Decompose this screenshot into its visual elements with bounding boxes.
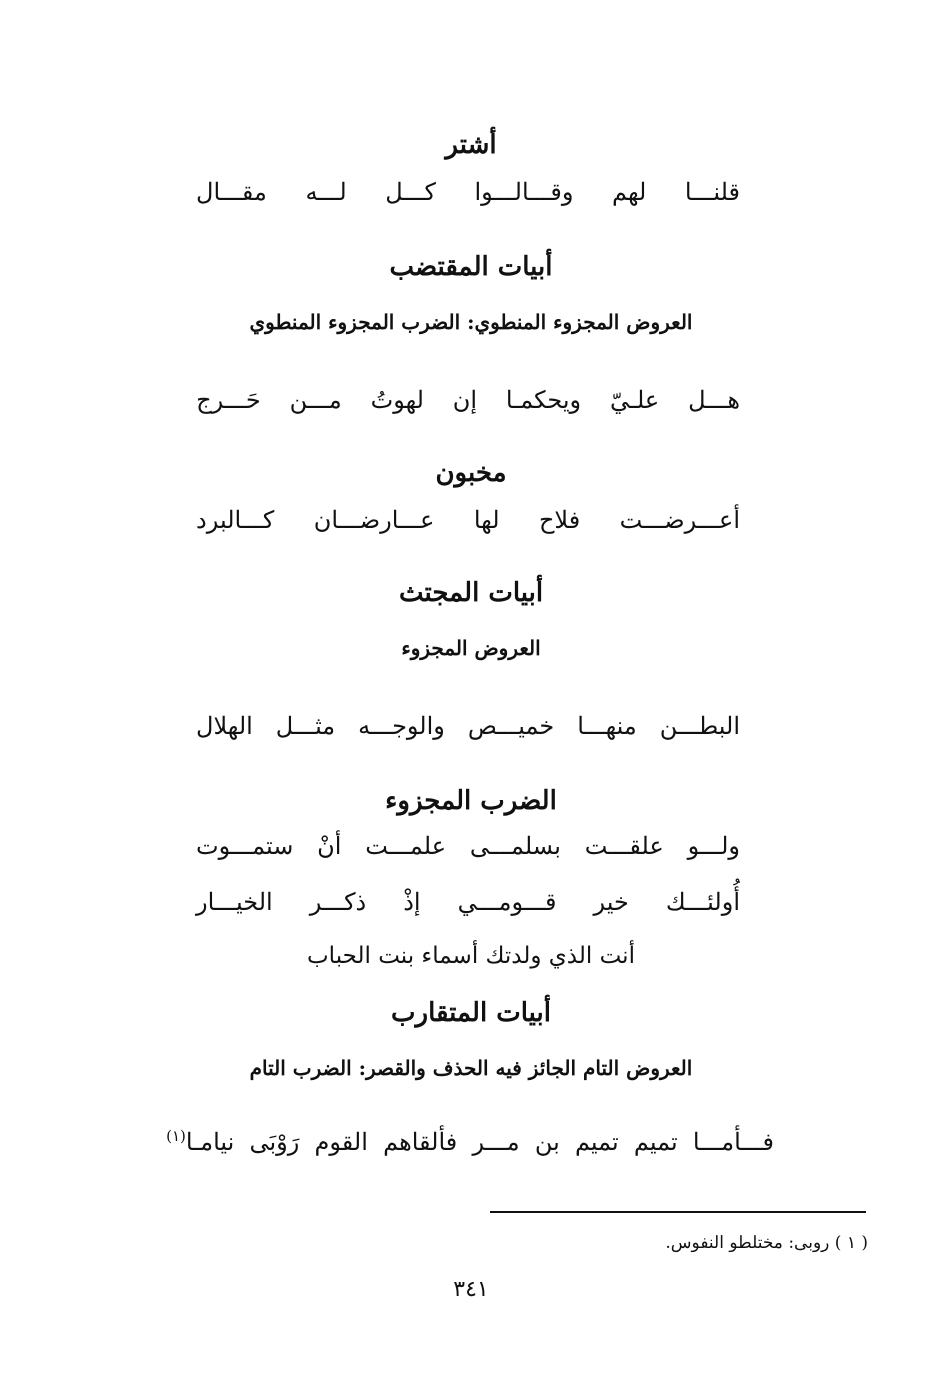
verse-word: أعـــرضـــت	[619, 506, 740, 534]
footnote-text: ( ١ ) روبى: مختلطو النفوس.	[665, 1233, 868, 1253]
section-heading-makhboun: مخبون	[435, 458, 507, 488]
darb-heading-mujtath: الضرب المجزوء	[385, 786, 557, 816]
verse-word: إذْ	[403, 888, 421, 916]
verse-line-muqtadab	[196, 380, 740, 420]
page-number: ٣٤١	[453, 1277, 489, 1302]
verse-word: والوجـــه	[358, 712, 445, 740]
verse-word: تميم	[574, 1128, 619, 1156]
verse-line-ashtar	[196, 172, 740, 212]
verse-word: هـــل	[688, 386, 740, 414]
verse-line-mujtath-2	[196, 826, 740, 866]
section-heading-muqtadab: أبيات المقتضب	[389, 252, 553, 282]
verse-word: ويحكمـا	[505, 386, 582, 414]
verse-word: عـــارضـــان	[313, 506, 435, 534]
verse-line-mujtath-1	[196, 706, 740, 746]
verse-word: كـــل	[385, 178, 436, 206]
verse-word: لهم	[612, 178, 647, 206]
verse-line-mutaqarib	[166, 1122, 774, 1162]
verse-line-mujtath-3	[196, 882, 740, 922]
section-subheading-mujtath: العروض المجزوء	[401, 636, 541, 660]
verse-word: مثـــل	[275, 712, 336, 740]
footnote-divider	[490, 1211, 866, 1213]
verse-word: خير	[593, 888, 629, 916]
verse-word: لها	[473, 506, 500, 534]
verse-word: بن	[534, 1128, 560, 1156]
verse-word: حَـــرج	[196, 386, 261, 414]
verse-word: القوم	[314, 1128, 368, 1156]
verse-word: بسلمـــى	[469, 832, 561, 860]
verse-word: لهوتُ	[370, 386, 424, 414]
section-heading-ashtar: أشتر	[445, 130, 497, 160]
verse-word: لـــه	[305, 178, 347, 206]
prose-line-mujtath: أنت الذي ولدتك أسماء بنت الحباب	[307, 943, 635, 969]
verse-word-with-footnote: نيامـا(١)	[166, 1122, 234, 1162]
section-subheading-mutaqarib: العروض التام الجائز فيه الحذف والقصر: الضرب التام	[249, 1056, 693, 1080]
verse-word: البطـــن	[659, 712, 740, 740]
verse-word: الخيـــار	[196, 888, 273, 916]
verse-word: خميـــص	[467, 712, 555, 740]
verse-word: كـــالبرد	[196, 506, 275, 534]
verse-word: ذكـــر	[309, 888, 367, 916]
verse-word: الهلال	[196, 712, 253, 740]
verse-word: ولـــو	[687, 832, 740, 860]
verse-word: علقـــت	[584, 832, 664, 860]
verse-word: وقـــالـــوا	[474, 178, 574, 206]
verse-word: أنْ	[317, 832, 342, 860]
verse-word: نيامـا	[185, 1128, 235, 1156]
verse-line-makhboun	[196, 500, 740, 540]
verse-word: قلنـــا	[684, 178, 740, 206]
verse-word: منهـــا	[577, 712, 637, 740]
section-heading-mujtath: أبيات المجتث	[398, 578, 544, 608]
verse-word: فلاح	[538, 506, 581, 534]
verse-word: رَوْبَى	[249, 1128, 300, 1156]
verse-word: إن	[452, 386, 478, 414]
verse-word: قـــومـــي	[457, 888, 557, 916]
verse-word: أُولئـــك	[665, 888, 740, 916]
verse-word: ستمـــوت	[196, 832, 294, 860]
verse-word: فألقاهم	[383, 1128, 458, 1156]
verse-word: مـــر	[472, 1128, 520, 1156]
section-subheading-muqtadab: العروض المجزوء المنطوي: الضرب المجزوء المنطوي	[249, 310, 693, 334]
verse-word: علـيّ	[609, 386, 660, 414]
verse-word: فـــأمـــا	[692, 1128, 774, 1156]
verse-word: تميم	[633, 1128, 678, 1156]
verse-word: علمـــت	[365, 832, 447, 860]
verse-word: مـــن	[289, 386, 342, 414]
section-heading-mutaqarib: أبيات المتقارب	[391, 998, 551, 1028]
verse-word: مقـــال	[196, 178, 267, 206]
